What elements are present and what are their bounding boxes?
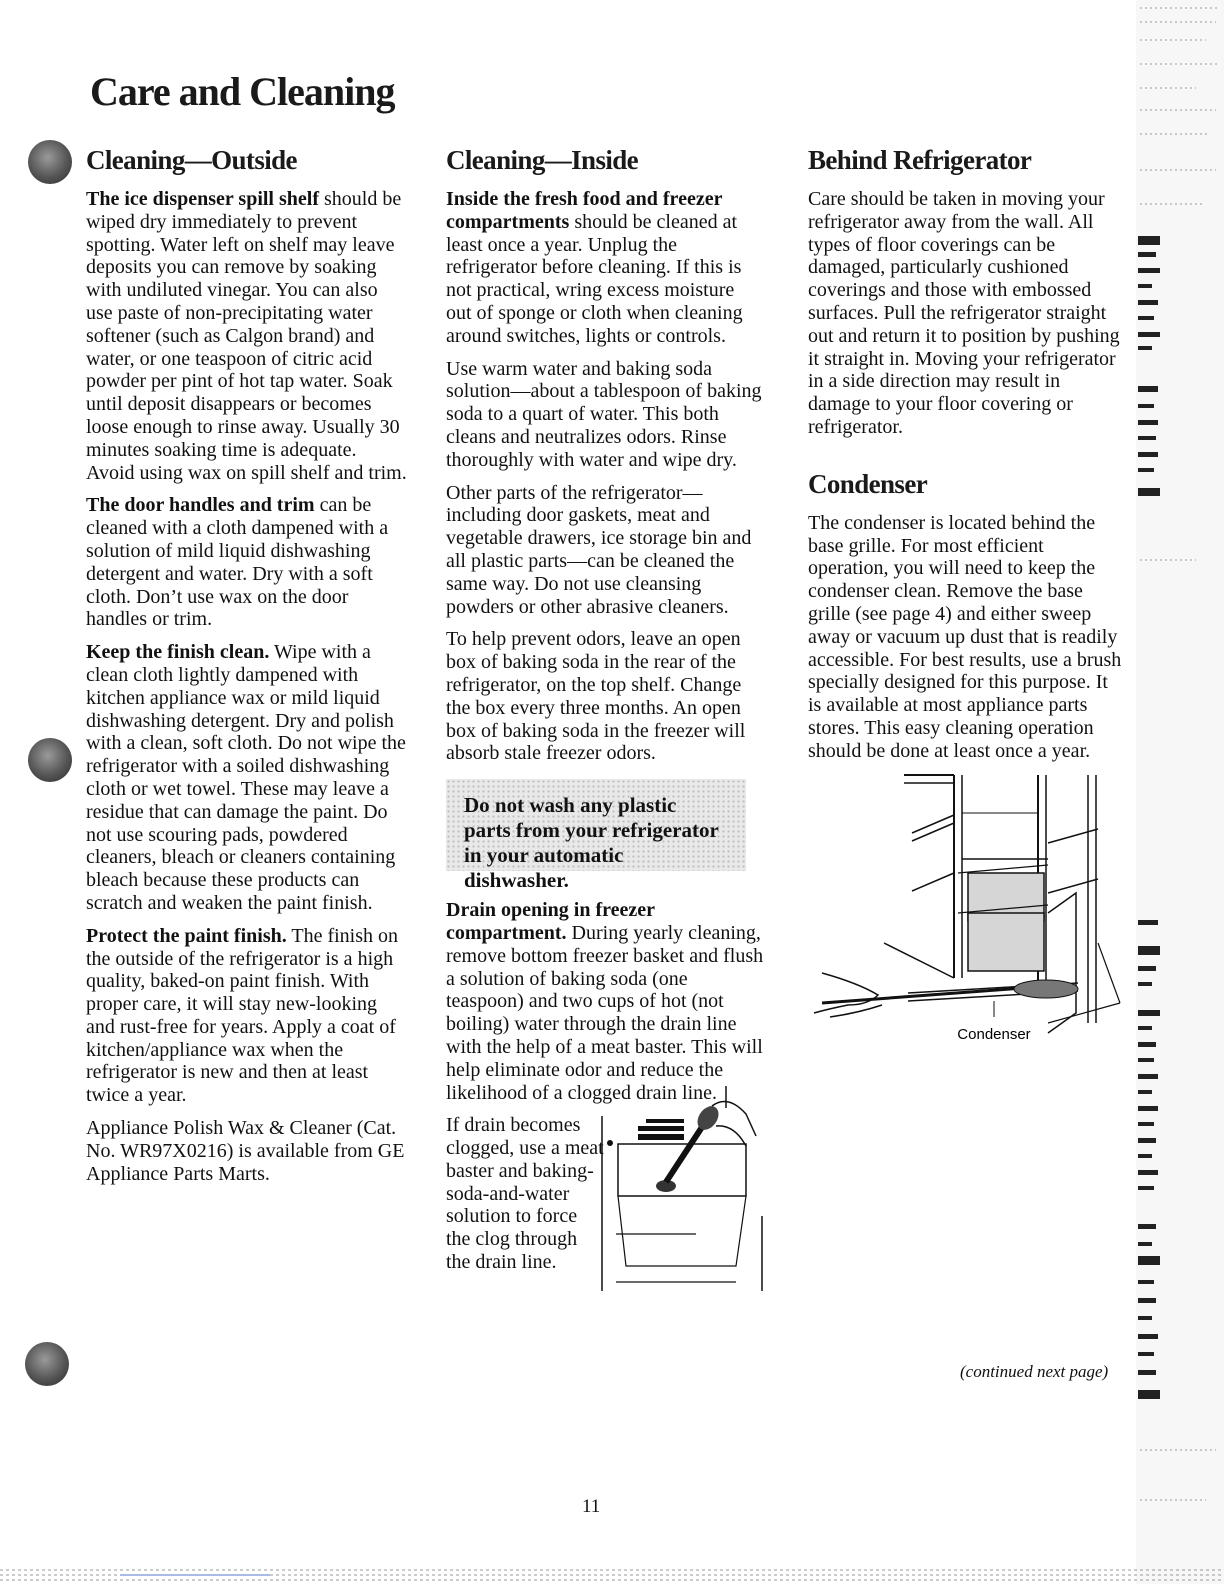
behind-refrigerator-paragraph: Care should be taken in moving your refrigerator away from the wall. All types of floor coverings can be damaged, particularly cushioned coverings and those with embossed surfaces. Pull the refrigerator straight out and return it to position by pushing it straight in. Moving your refrigerator in a side direction may result in damage to your floor covering or refrigerator.: [808, 188, 1120, 438]
spill-shelf-text: should be wiped dry immediately to prevent spotting. Water left on shelf may leave deposits you can remove by soaking with undiluted vinegar. You can also use paste of non-precipitating water softener (such as Calgon brand) and water, or one teaspoon of citric acid powder per pint of hot tap water. Soak until deposit disappears or becomes loose enough to rinse away. Usually 30 minutes soaking time is adequate. Avoid using wax on spill shelf and trim.: [86, 188, 407, 484]
finish-clean-paragraph: [86, 641, 408, 915]
paint-finish-lead: Protect the paint finish.: [86, 924, 287, 947]
scan-bottom-artifact: [0, 1566, 1224, 1584]
binder-hole-top: [28, 140, 72, 184]
paint-finish-paragraph: [86, 925, 408, 1107]
column-behind-and-condenser: [808, 145, 1126, 1053]
column-cleaning-outside: [86, 145, 408, 1195]
baking-soda-paragraph: Use warm water and baking soda solution—about a tablespoon of baking soda to a quart of water. This both cleans and neutralizes odors. Rinse thoroughly with water and wipe dry.: [446, 357, 762, 471]
door-handles-lead: The door handles and trim: [86, 494, 315, 517]
dishwasher-warning-box: Do not wash any plastic parts from your refrigerator in your automatic dishwasher.: [446, 779, 746, 871]
condenser-figure-label: Condenser: [957, 1025, 1031, 1043]
door-handles-text: can be cleaned with a cloth dampened with a solution of mild liquid dishwashing detergent and water. Dry with a soft cloth. Don’t use wax on the door handles or trim.: [86, 494, 389, 631]
drain-opening-lead: Drain opening in freezer compartment.: [446, 899, 655, 944]
condenser-heading: Condenser: [808, 468, 928, 499]
cleaning-outside-heading: Cleaning—Outside: [86, 145, 297, 175]
meat-baster-illustration: [596, 1086, 766, 1291]
binder-hole-middle: [28, 738, 72, 782]
drain-clog-block: [446, 1114, 764, 1314]
spill-shelf-lead: The ice dispenser spill shelf: [86, 188, 319, 210]
cleaning-inside-heading: Cleaning—Inside: [446, 145, 639, 175]
spill-shelf-paragraph: [86, 188, 408, 484]
other-parts-paragraph: Other parts of the refrigerator—including door gaskets, meat and vegetable drawers, ice storage bin and all plastic parts—can be cleaned the same way. Do not use cleansing powders or other abrasive cleaners.: [446, 481, 752, 618]
finish-clean-text: Wipe with a clean cloth lightly dampened with kitchen appliance wax or mild liquid dishwashing detergent. Dry and polish with a clean, soft cloth. Do not wipe the refrigerator with a soiled dishwashing cloth or wet towel. These may leave a residue that can damage the paint. Do not use scouring pads, powdered cleaners, bleach or cleaners containing bleach because these products can scratch and weaken the paint finish.: [86, 641, 406, 914]
condenser-paragraph: The condenser is located behind the base grille. For most efficient operation, you will need to keep the condenser clean. Remove the base grille (see page 4) and either sweep away or vacuum up dust that is readily accessible. For best results, use a brush specially designed for this purpose. It is available at most appliance parts stores. This easy cleaning operation should be done at least once a year.: [808, 511, 1122, 762]
column-cleaning-inside: [446, 145, 764, 1314]
page-number: 11: [582, 1496, 601, 1517]
inside-compartments-paragraph: [446, 188, 764, 348]
finish-clean-lead: Keep the finish clean.: [86, 641, 270, 664]
door-handles-paragraph: [86, 494, 408, 631]
drain-clog-paragraph: If drain becomes clogged, use a meat baster and baking-soda-and-water solution to force the clog through the drain line.: [446, 1114, 604, 1274]
polish-wax-paragraph: Appliance Polish Wax & Cleaner (Cat. No. WR97X0216) is available from GE Appliance Parts Marts.: [86, 1117, 405, 1185]
inside-compartments-text: should be cleaned at least once a year. Unplug the refrigerator before cleaning. If this is not practical, wring excess moisture out of sponge or cloth when cleaning around switches, lights or controls.: [446, 210, 743, 347]
scan-edge-artifact: [1136, 0, 1224, 1584]
page-title: Care and Cleaning: [90, 69, 395, 114]
behind-refrigerator-heading: Behind Refrigerator: [808, 145, 1032, 175]
inside-compartments-lead: Inside the fresh food and freezer compartments: [446, 188, 723, 233]
drain-opening-text: During yearly cleaning, remove bottom freezer basket and flush a solution of baking soda (one teaspoon) and two cups of hot (not boiling) water through the drain line with the help of a meat baster. This will help eliminate odor and reduce the likelihood of a clogged drain line.: [446, 921, 764, 1104]
paint-finish-text: The finish on the outside of the refrigerator is a high quality, baked-on paint finish. With proper care, it will stay new-looking and rust-free for years. Apply a coat of kitchen/appliance wax when the refrigerator is new and then at least twice a year.: [86, 924, 399, 1107]
continued-next-page: (continued next page): [960, 1362, 1109, 1381]
condenser-illustration: [808, 773, 1124, 1053]
drain-opening-paragraph: [446, 899, 764, 1104]
binder-hole-bottom: [25, 1342, 69, 1386]
prevent-odors-paragraph: To help prevent odors, leave an open box of baking soda in the rear of the refrigerator, on the top shelf. Change the box every three months. An open box of baking soda in the freezer will absorb stale freezer odors.: [446, 628, 746, 765]
